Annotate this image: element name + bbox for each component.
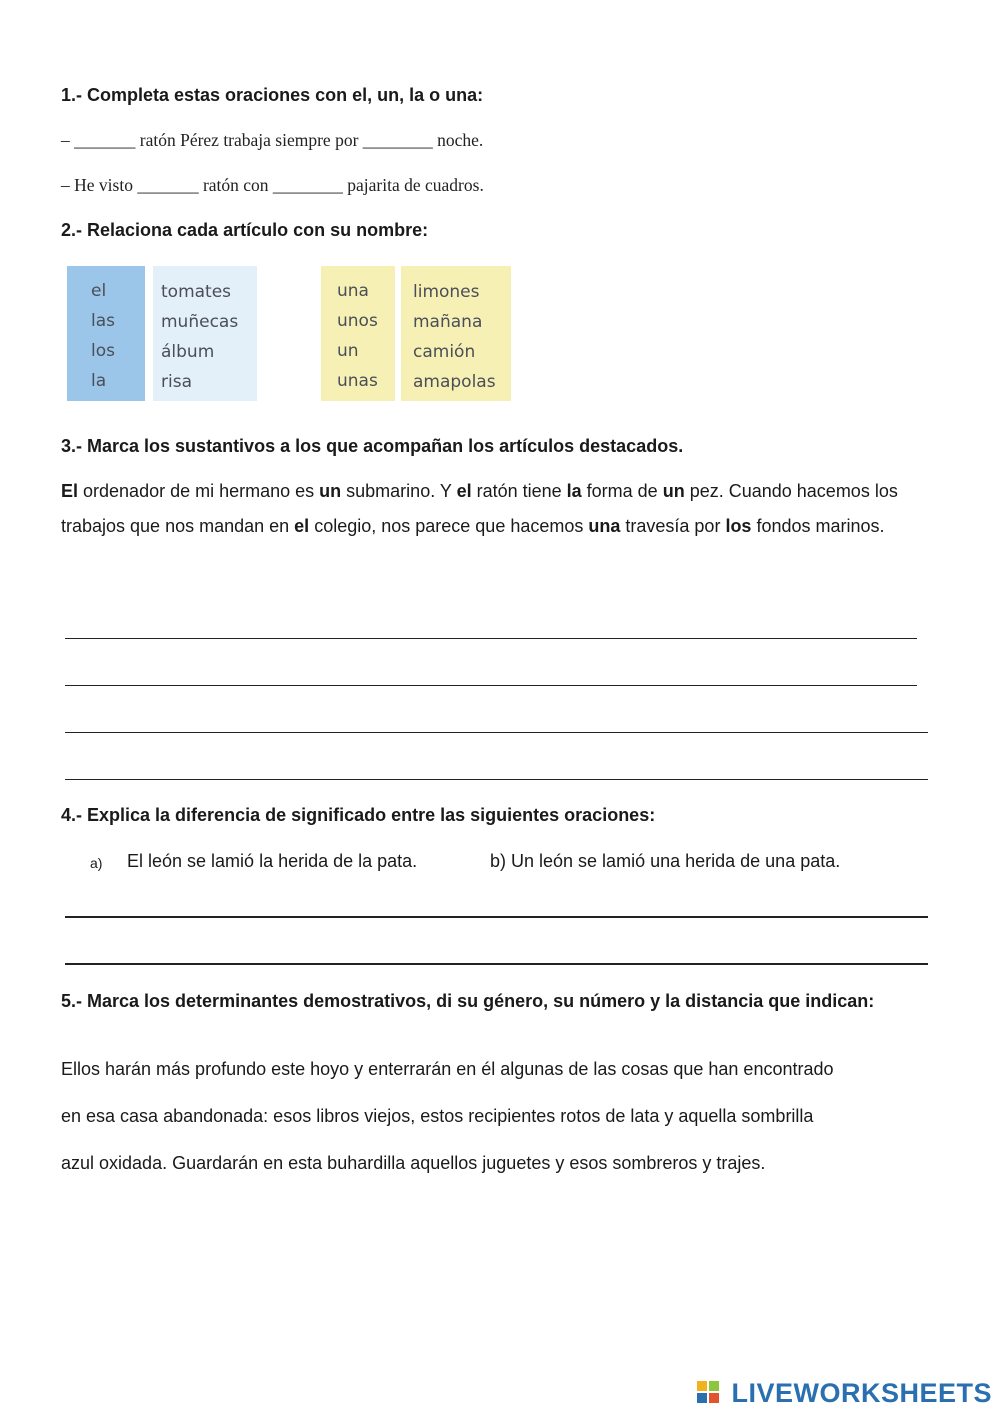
q3-segment: una (588, 516, 621, 536)
q4-sentence-b: b) Un león se lamió una herida de una pata. (490, 851, 841, 871)
yellow-article: una (337, 281, 369, 301)
blue-noun: tomates (161, 282, 232, 302)
answer-line[interactable] (65, 638, 917, 639)
yellow-article-table (321, 266, 511, 401)
q5-line: en esa casa abandonada: esos libros viejos, estos recipientes rotos de lata y aquella sombrilla (61, 1106, 814, 1126)
q3-paragraph (61, 474, 941, 544)
q1-title: 1.- Completa estas oraciones con el, un, la o una: (61, 85, 484, 105)
q3-segment: pez. Cuando hacemos los trabajos que nos mandan en (61, 481, 898, 536)
yellow-noun: mañana (413, 312, 483, 332)
blue-article-table (67, 266, 257, 401)
q3-segment: travesía por (620, 516, 726, 536)
answer-line[interactable] (65, 732, 928, 733)
yellow-article: un (337, 341, 359, 361)
q3-segment: un (662, 481, 685, 501)
q3-segment: el (456, 481, 472, 501)
yellow-noun: limones (413, 282, 480, 302)
q3-segment: colegio, nos parece que hacemos (309, 516, 589, 536)
blue-article: los (91, 341, 115, 361)
answer-line[interactable] (65, 916, 928, 918)
blue-article: la (91, 371, 107, 391)
yellow-article: unos (337, 311, 378, 331)
q3-title: 3.- Marca los sustantivos a los que acompañan los artículos destacados. (61, 436, 684, 456)
q4-sentence-a: El león se lamió la herida de la pata. (127, 851, 418, 871)
yellow-article: unas (337, 371, 378, 391)
q1-sentence-1: – _______ ratón Pérez trabaja siempre por ________ noche. (61, 130, 484, 150)
blue-noun: muñecas (161, 312, 239, 332)
q3-segment: fondos marinos. (751, 516, 885, 536)
liveworksheets-logo[interactable]: LIVEWORKSHEETS (731, 1378, 992, 1408)
q5-line: Ellos harán más profundo este hoyo y enterrarán en él algunas de las cosas que han encontrado (61, 1059, 834, 1079)
q3-segment: el (294, 516, 310, 536)
liveworksheets-logo-icon (697, 1381, 719, 1403)
yellow-noun: amapolas (413, 372, 496, 392)
q4-a-label: a) (90, 855, 103, 871)
answer-line[interactable] (65, 779, 928, 780)
blue-article: las (91, 311, 115, 331)
q3-segment: un (319, 481, 342, 501)
q3-segment: submarino. Y (341, 481, 457, 501)
answer-line[interactable] (65, 963, 928, 965)
blue-noun: risa (161, 372, 192, 392)
answer-line[interactable] (65, 685, 917, 686)
q3-segment: El (61, 481, 79, 501)
q4-title: 4.- Explica la diferencia de significado entre las siguientes oraciones: (61, 805, 656, 825)
q2-title: 2.- Relaciona cada artículo con su nombre: (61, 220, 429, 240)
yellow-noun: camión (413, 342, 476, 362)
q3-segment: forma de (581, 481, 663, 501)
q3-segment: ordenador de mi hermano es (78, 481, 320, 501)
q1-sentence-2: – He visto _______ ratón con ________ pajarita de cuadros. (61, 175, 484, 195)
q3-segment: ratón tiene (471, 481, 567, 501)
q5-line: azul oxidada. Guardarán en esta buhardilla aquellos juguetes y esos sombreros y trajes. (61, 1153, 766, 1173)
blue-article: el (91, 281, 107, 301)
blue-noun: álbum (161, 342, 215, 362)
q3-segment: los (725, 516, 752, 536)
q3-segment: la (566, 481, 582, 501)
q5-title: 5.- Marca los determinantes demostrativos, di su género, su número y la distancia que indican: (61, 991, 875, 1011)
